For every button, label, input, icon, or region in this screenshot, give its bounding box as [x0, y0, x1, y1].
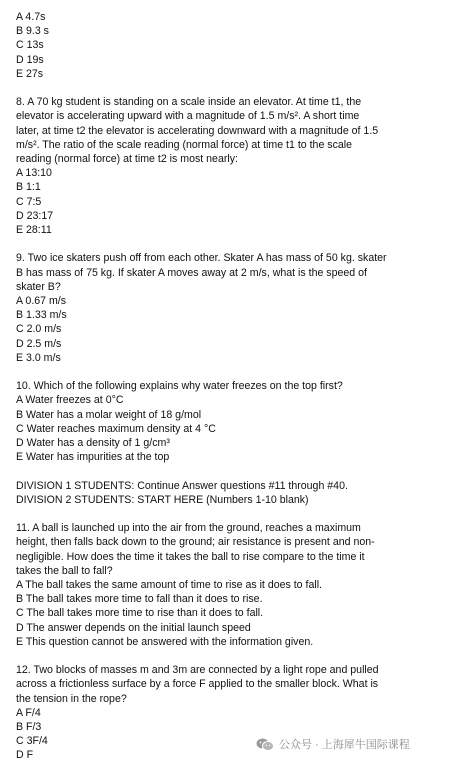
- option: A 13:10: [16, 167, 52, 180]
- question-9: [16, 251, 446, 365]
- question-text-line: 10. Which of the following explains why water freezes on the top first?: [16, 380, 343, 393]
- spacer: [16, 81, 446, 95]
- spacer: [16, 237, 446, 251]
- option: B 1.33 m/s: [16, 309, 67, 322]
- option: D F: [16, 749, 34, 762]
- question-8: [16, 95, 446, 237]
- option: E 27s: [16, 67, 44, 80]
- option: C 3F/4: [16, 735, 48, 748]
- option: E 28:11: [16, 224, 52, 237]
- option: D 2.5 m/s: [16, 337, 62, 350]
- question-10: [16, 379, 446, 464]
- question-text-line: elevator is accelerating upward with a magnitude of 1.5 m/s². A short time: [16, 110, 360, 123]
- question-text-line: later, at time t2 the elevator is accelerating downward with a magnitude of 1.5: [16, 124, 379, 137]
- question-text-line: 9. Two ice skaters push off from each other. Skater A has mass of 50 kg. skater: [16, 252, 387, 265]
- question-text-line: reading (normal force) at time t2 is most nearly:: [16, 153, 238, 166]
- option: B Water has a molar weight of 18 g/mol: [16, 408, 202, 421]
- question-text-line: B has mass of 75 kg. If skater A moves away at 2 m/s, what is the speed of: [16, 266, 367, 279]
- watermark-text: 公众号 · 上海犀牛国际课程: [279, 739, 410, 751]
- option: D 19s: [16, 53, 44, 66]
- document-page: [16, 10, 446, 763]
- question-text-line: negligible. How does the time it takes the ball to rise compare to the time it: [16, 550, 365, 563]
- question-text-line: 11. A ball is launched up into the air from the ground, reaches a maximum: [16, 522, 361, 535]
- question-text-line: across a frictionless surface by a force F applied to the smaller block. What is: [16, 678, 379, 691]
- watermark: [256, 736, 410, 752]
- question-text-line: 12. Two blocks of masses m and 3m are connected by a light rope and pulled: [16, 664, 379, 677]
- question-text-line: m/s². The ratio of the scale reading (normal force) at time t1 to the scale: [16, 138, 353, 151]
- spacer: [16, 507, 446, 521]
- option: C 2.0 m/s: [16, 323, 62, 336]
- option: A 0.67 m/s: [16, 295, 67, 308]
- option: D The answer depends on the initial launch speed: [16, 621, 251, 634]
- question-7-options: [16, 10, 446, 81]
- spacer: [16, 649, 446, 663]
- division-line: DIVISION 2 STUDENTS: START HERE (Numbers 1-10 blank): [16, 493, 309, 506]
- division-line: DIVISION 1 STUDENTS: Continue Answer questions #11 through #40.: [16, 479, 348, 492]
- option: A F/4: [16, 706, 41, 719]
- spacer: [16, 464, 446, 478]
- option: C Water reaches maximum density at 4 °C: [16, 422, 216, 435]
- question-text-line: takes the ball to fall?: [16, 564, 113, 577]
- option: B F/3: [16, 721, 42, 734]
- option: B 1:1: [16, 181, 41, 194]
- option: E Water has impurities at the top: [16, 451, 170, 464]
- option: E This question cannot be answered with the information given.: [16, 635, 314, 648]
- question-text-line: 8. A 70 kg student is standing on a scale inside an elevator. At time t1, the: [16, 96, 362, 109]
- option: A Water freezes at 0°C: [16, 394, 124, 407]
- spacer: [16, 365, 446, 379]
- option: D Water has a density of 1 g/cm³: [16, 437, 170, 450]
- question-text-line: height, then falls back down to the ground; air resistance is present and non-: [16, 536, 375, 549]
- option: C 13s: [16, 39, 44, 52]
- question-text-line: the tension in the rope?: [16, 692, 127, 705]
- option: C The ball takes more time to rise than it does to fall.: [16, 607, 264, 620]
- option: A 4.7s: [16, 11, 46, 23]
- option: D 23:17: [16, 209, 54, 222]
- option: B The ball takes more time to fall than it does to rise.: [16, 593, 263, 606]
- wechat-icon: [256, 738, 274, 751]
- option: C 7:5: [16, 195, 42, 208]
- question-11: [16, 521, 446, 649]
- option: A The ball takes the same amount of time to rise as it does to fall.: [16, 579, 323, 592]
- question-text-line: skater B?: [16, 280, 61, 293]
- division-notice: [16, 479, 446, 507]
- option: B 9.3 s: [16, 25, 49, 38]
- option: E 3.0 m/s: [16, 351, 61, 364]
